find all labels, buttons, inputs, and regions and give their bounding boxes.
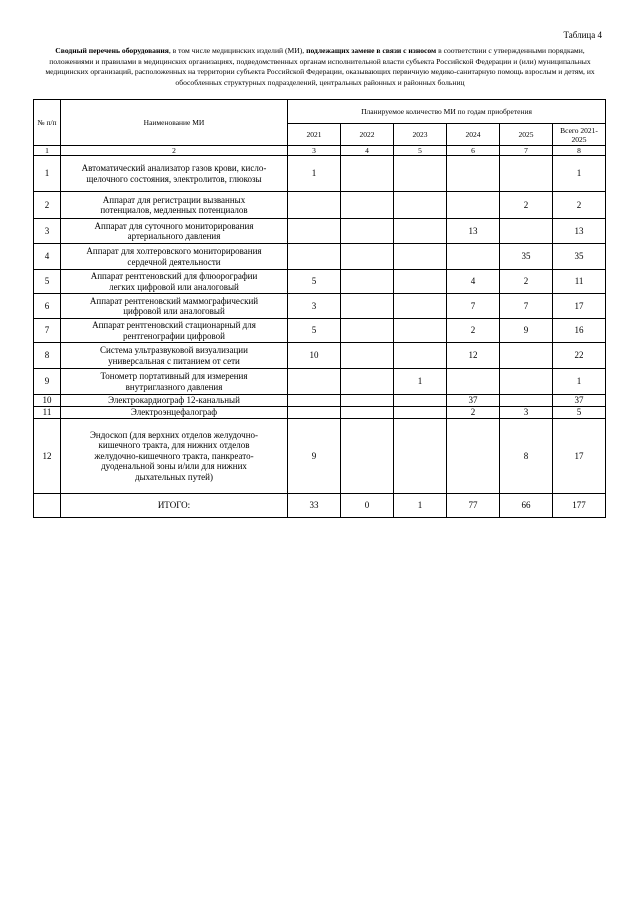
row-total: 37 [553, 395, 606, 407]
totals-year-value: 0 [341, 494, 394, 518]
year-value [341, 270, 394, 294]
equipment-name [61, 156, 288, 192]
row-number: 9 [34, 369, 61, 395]
equipment-name-line: Электроэнцефалограф [130, 407, 218, 418]
equipment-name-line: Автоматический анализатор газов крови, кисло- [81, 163, 267, 174]
row-number: 4 [34, 244, 61, 270]
row-number: 1 [34, 156, 61, 192]
year-value: 4 [447, 270, 500, 294]
year-value [288, 369, 341, 395]
year-value [341, 407, 394, 419]
row-total: 5 [553, 407, 606, 419]
equipment-name-line: Система ультразвуковой визуализации [100, 345, 248, 356]
equipment-name-line: универсальная с питанием от сети [108, 355, 240, 366]
year-value [500, 343, 553, 369]
year-value [341, 419, 394, 494]
row-total: 1 [553, 156, 606, 192]
equipment-name-line: легких цифровой или аналоговый [109, 281, 239, 292]
equipment-table [33, 99, 606, 518]
equipment-name [61, 419, 288, 494]
year-value: 3 [288, 294, 341, 319]
table-number: Таблица 4 [563, 30, 602, 40]
equipment-name-line: дуоденальной зоны и/или для нижних [101, 461, 247, 472]
year-value [288, 219, 341, 244]
row-total: 17 [553, 294, 606, 319]
year-value: 2 [447, 319, 500, 343]
row-total: 35 [553, 244, 606, 270]
year-value [288, 192, 341, 219]
table-row [34, 369, 606, 395]
year-value [341, 156, 394, 192]
header-num: № п/п [34, 100, 61, 146]
column-number: 1 [34, 146, 61, 156]
header-total: Всего 2021-2025 [553, 124, 606, 146]
year-value [394, 294, 447, 319]
year-value [341, 369, 394, 395]
year-value: 2 [500, 270, 553, 294]
equipment-name-line: Эндоскоп (для верхних отделов желудочно- [89, 429, 259, 440]
year-value [341, 319, 394, 343]
totals-label: ИТОГО: [61, 494, 288, 518]
equipment-name-line: артериального давления [127, 231, 221, 241]
year-value: 5 [288, 270, 341, 294]
equipment-name-line: цифровой или аналоговый [123, 306, 225, 316]
heading-text-1: , в том числе медицинских изделий (МИ), [168, 46, 307, 55]
column-number: 7 [500, 146, 553, 156]
year-value [394, 407, 447, 419]
year-value: 35 [500, 244, 553, 270]
table-row [34, 219, 606, 244]
equipment-name [61, 270, 288, 294]
table-row [34, 294, 606, 319]
equipment-name-line: кишечного тракта, для нижних отделов [98, 440, 250, 451]
column-number: 2 [61, 146, 288, 156]
equipment-name-line: Аппарат для регистрации вызванных [102, 194, 246, 205]
row-number: 3 [34, 219, 61, 244]
column-numbers-row [34, 146, 606, 156]
year-value [500, 369, 553, 395]
year-value [341, 219, 394, 244]
row-total: 16 [553, 319, 606, 343]
year-value [447, 244, 500, 270]
table-row [34, 244, 606, 270]
equipment-name-line: Аппарат рентгеновский для флюорографии [90, 271, 258, 282]
header-year: 2022 [341, 124, 394, 146]
column-number: 5 [394, 146, 447, 156]
year-value [447, 192, 500, 219]
totals-row [34, 494, 606, 518]
header-year: 2021 [288, 124, 341, 146]
heading-text-2: в соответствии с утвержденными порядками, положениями и правилами в медицинских организациях, подведомственных органам исполнительной власти субъекта Российской Федерации и (или) муниципальных медицинских организаций, расположенных на территории субъекта Российской Федерации, оказывающих первичную медико-санитарную помощь взрослым и детям, их обособленных структурных подразделений, центральных районных и районных больниц [45, 46, 595, 87]
year-value [500, 219, 553, 244]
year-value: 13 [447, 219, 500, 244]
equipment-name-line: Электрокардиограф 12-канальный [108, 395, 240, 406]
year-value: 3 [500, 407, 553, 419]
equipment-name-line: Аппарат для суточного мониторирования [94, 220, 254, 231]
table-row [34, 407, 606, 419]
table-row [34, 419, 606, 494]
year-value [394, 244, 447, 270]
totals-year-value: 1 [394, 494, 447, 518]
year-value [288, 395, 341, 407]
table-row [34, 319, 606, 343]
year-value: 7 [447, 294, 500, 319]
row-number: 7 [34, 319, 61, 343]
year-value: 2 [500, 192, 553, 219]
row-number: 8 [34, 343, 61, 369]
year-value [394, 319, 447, 343]
totals-empty-cell [34, 494, 61, 518]
year-value: 9 [500, 319, 553, 343]
table-row [34, 270, 606, 294]
equipment-name-line: Аппарат для холтеровского мониторирования [86, 246, 262, 257]
column-number: 4 [341, 146, 394, 156]
column-number: 8 [553, 146, 606, 156]
equipment-name [61, 294, 288, 319]
equipment-name [61, 395, 288, 407]
year-value [341, 294, 394, 319]
year-value [394, 395, 447, 407]
year-value: 8 [500, 419, 553, 494]
heading-bold-2: подлежащих замене в связи с износом [306, 46, 437, 55]
year-value: 37 [447, 395, 500, 407]
row-number: 5 [34, 270, 61, 294]
table-row [34, 156, 606, 192]
year-value [447, 156, 500, 192]
year-value [394, 192, 447, 219]
equipment-name [61, 244, 288, 270]
table-row [34, 192, 606, 219]
header-name: Наименование МИ [61, 100, 288, 146]
equipment-name [61, 319, 288, 343]
year-value: 1 [394, 369, 447, 395]
year-value [394, 219, 447, 244]
totals-year-value: 33 [288, 494, 341, 518]
row-number: 11 [34, 407, 61, 419]
header-year: 2024 [447, 124, 500, 146]
equipment-name-line: рентгенографии цифровой [123, 330, 225, 341]
totals-grand-total: 177 [553, 494, 606, 518]
column-number: 3 [288, 146, 341, 156]
totals-year-value: 66 [500, 494, 553, 518]
row-total: 1 [553, 369, 606, 395]
year-value [394, 270, 447, 294]
equipment-name-line: Аппарат рентгеновский стационарный для [92, 320, 256, 331]
equipment-name [61, 369, 288, 395]
row-total: 11 [553, 270, 606, 294]
header-year: 2025 [500, 124, 553, 146]
equipment-name [61, 343, 288, 369]
row-number: 2 [34, 192, 61, 219]
year-value: 1 [288, 156, 341, 192]
year-value [394, 156, 447, 192]
year-value [341, 395, 394, 407]
row-total: 17 [553, 419, 606, 494]
year-value [288, 244, 341, 270]
year-value: 7 [500, 294, 553, 319]
year-value [447, 419, 500, 494]
year-value [341, 343, 394, 369]
equipment-name [61, 407, 288, 419]
year-value: 5 [288, 319, 341, 343]
year-value: 12 [447, 343, 500, 369]
equipment-name-line: желудочно-кишечного тракта, панкреато- [94, 450, 254, 461]
year-value [341, 244, 394, 270]
year-value [447, 369, 500, 395]
heading-bold-1: Сводный перечень оборудования [55, 46, 169, 55]
row-number: 6 [34, 294, 61, 319]
row-number: 10 [34, 395, 61, 407]
year-value [394, 343, 447, 369]
year-value [394, 419, 447, 494]
table-row [34, 343, 606, 369]
header-year: 2023 [394, 124, 447, 146]
row-total: 22 [553, 343, 606, 369]
equipment-name [61, 219, 288, 244]
equipment-name-line: потенциалов, медленных потенциалов [100, 205, 248, 215]
year-value [288, 407, 341, 419]
row-number: 12 [34, 419, 61, 494]
equipment-name-line: щелочного состояния, электролитов, глюкозы [86, 173, 262, 184]
row-total: 2 [553, 192, 606, 219]
header-row-1 [34, 100, 606, 124]
table-heading [34, 46, 606, 88]
totals-year-value: 77 [447, 494, 500, 518]
year-value [341, 192, 394, 219]
equipment-name-line: дыхательных путей) [135, 471, 213, 482]
table-row [34, 395, 606, 407]
equipment-name [61, 192, 288, 219]
year-value [500, 156, 553, 192]
year-value: 2 [447, 407, 500, 419]
equipment-name-line: сердечной деятельности [127, 256, 221, 267]
header-planned: Планируемое количество МИ по годам приобретения [288, 100, 606, 124]
row-total: 13 [553, 219, 606, 244]
equipment-name-line: внутриглазного давления [125, 381, 223, 392]
equipment-name-line: Тонометр портативный для измерения [100, 371, 248, 382]
year-value: 9 [288, 419, 341, 494]
equipment-name-line: Аппарат рентгеновский маммографический [89, 295, 259, 306]
column-number: 6 [447, 146, 500, 156]
year-value: 10 [288, 343, 341, 369]
year-value [500, 395, 553, 407]
